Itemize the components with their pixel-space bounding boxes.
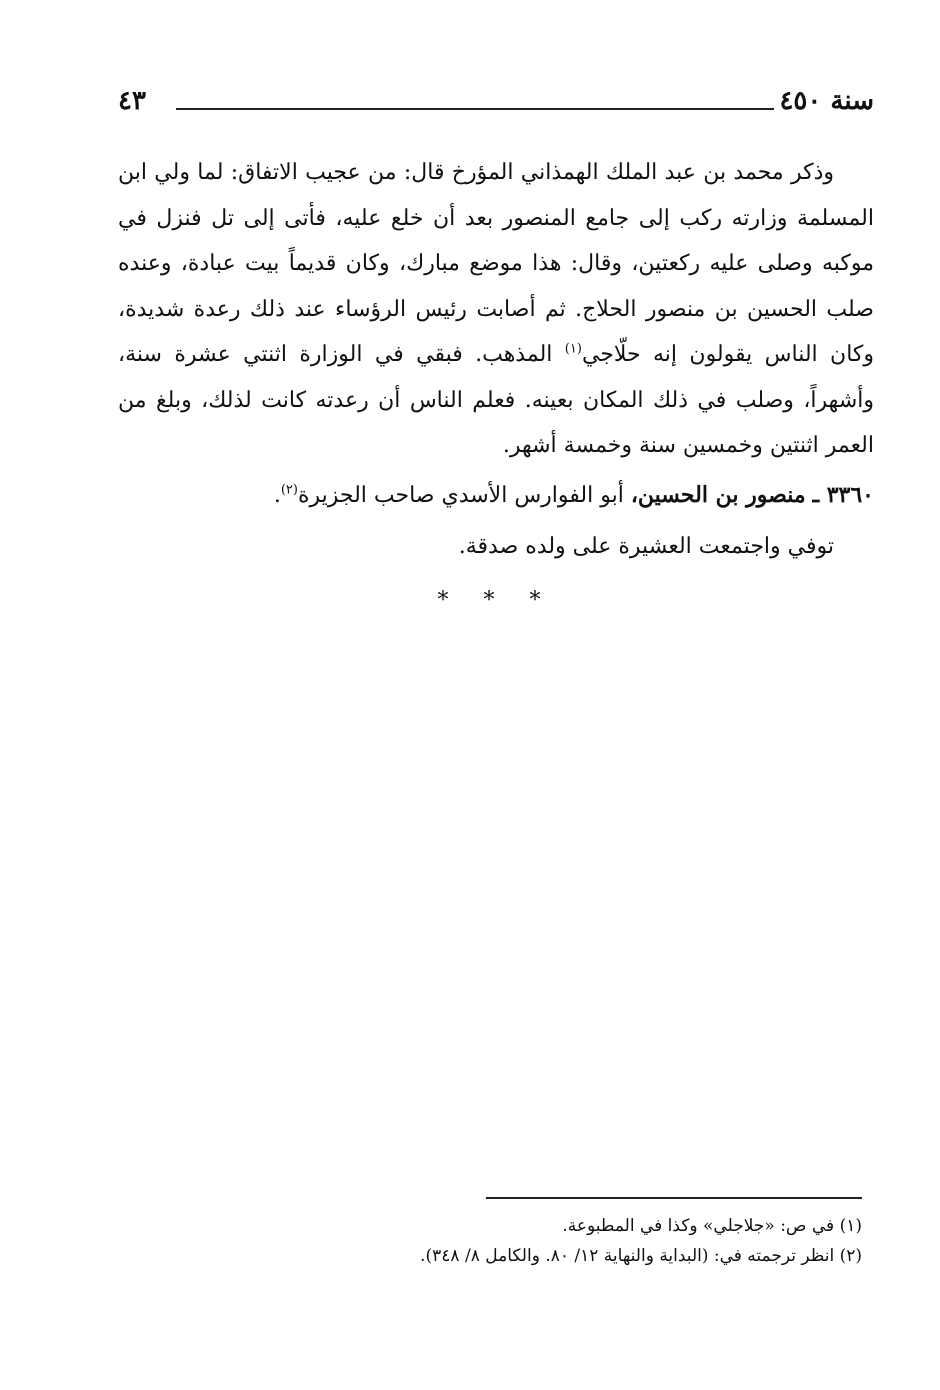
footnote-1: (١) في ص: «جلاجلي» وكذا في المطبوعة. (562, 1216, 862, 1236)
section-separator: * * * (437, 587, 555, 613)
footnote-rule (486, 1197, 862, 1199)
entry-end: . (273, 482, 281, 508)
entry-detail: توفي واجتمعت العشيرة على ولده صدقة. (458, 534, 834, 559)
entry-number: ٣٣٦٠ ـ (812, 481, 874, 508)
footnote-ref-1[interactable]: (١) (564, 341, 582, 357)
footnote-2: (٢) انظر ترجمته في: (البداية والنهاية ١٢/ ٨٠. والكامل ٨/ ٣٤٨). (420, 1246, 862, 1266)
header-rule (176, 108, 774, 110)
biography-entry (118, 473, 874, 519)
page-number: ٤٣ (118, 86, 146, 116)
paragraph-text: وذكر محمد بن عبد الملك الهمذاني المؤرخ قال: من عجيب الاتفاق: لما ولي ابن المسلمة وزارته ركب إلى جامع المنصور بعد أن خلع عليه، فأتى إلى تل فنزل في موكبه وصلى عليه ركعتين، وقال: هذا موضع مبارك، وكان قديماً بيت عبادة، وعنده صلب الحسين بن منصور الحلاج. ثم أصابت رئيس الرؤساء عند ذلك رعدة شديدة، وكان الناس يقولون إنه حلّاجي (118, 160, 875, 367)
year-label: سنة ٤٥٠ (779, 86, 874, 116)
footnote-ref-2[interactable]: (٢) (280, 482, 298, 498)
paragraph-text-end: المذهب. فبقي في الوزارة اثنتي عشرة سنة، وأشهراً، وصلب في ذلك المكان بعينه. فعلم الناس أن رعدته كانت لذلك، وبلغ من العمر اثنتين وخمسين سنة وخمسة أشهر. (118, 342, 874, 458)
footnotes (262, 1211, 862, 1271)
main-paragraph (118, 150, 874, 469)
main-text (118, 150, 874, 623)
running-header (118, 86, 874, 126)
entry-name: منصور بن الحسين، (630, 481, 806, 508)
entry-description: أبو الفوارس الأسدي صاحب الجزيرة (297, 482, 631, 508)
